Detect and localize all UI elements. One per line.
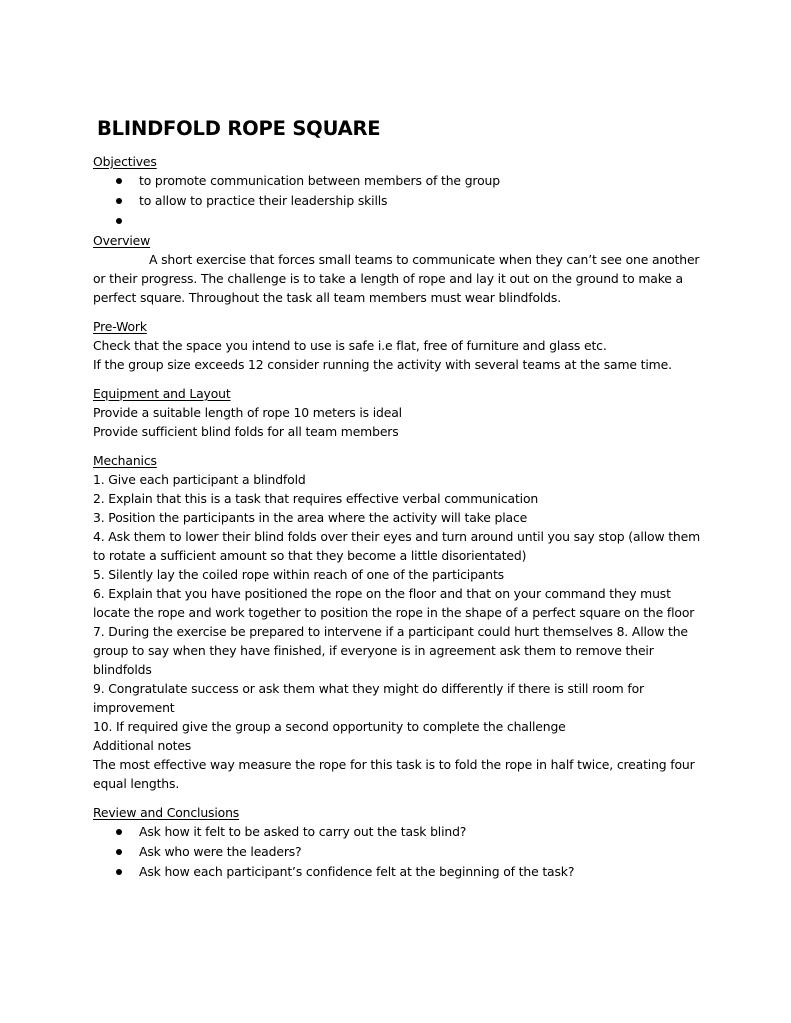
objectives-list bbox=[93, 171, 703, 231]
prework-line: If the group size exceeds 12 consider running the activity with several teams at the same time. bbox=[93, 357, 672, 372]
equipment-line: Provide a suitable length of rope 10 meters is ideal bbox=[93, 405, 402, 420]
additional-notes-text: The most effective way measure the rope for this task is to fold the rope in half twice, creating four equal lengths. bbox=[93, 757, 695, 791]
prework-heading: Pre-Work bbox=[93, 319, 147, 334]
objectives-item bbox=[93, 211, 703, 231]
equipment-line: Provide sufficient blind folds for all team members bbox=[93, 424, 399, 439]
review-section bbox=[93, 803, 703, 882]
mechanics-step: 1. Give each participant a blindfold bbox=[93, 472, 306, 487]
mechanics-step: 5. Silently lay the coiled rope within reach of one of the participants bbox=[93, 567, 504, 582]
objectives-item: to allow to practice their leadership skills bbox=[93, 191, 703, 211]
mechanics-step: 6. Explain that you have positioned the rope on the floor and that on your command they must locate the rope and work together to position the rope in the shape of a perfect square on the floor bbox=[93, 586, 695, 620]
prework-line: Check that the space you intend to use is safe i.e flat, free of furniture and glass etc. bbox=[93, 338, 607, 353]
overview-section bbox=[93, 231, 703, 307]
review-item: Ask how each participant’s confidence felt at the beginning of the task? bbox=[93, 862, 703, 882]
equipment-heading: Equipment and Layout bbox=[93, 386, 231, 401]
objectives-heading: Objectives bbox=[93, 154, 157, 169]
objectives-item: to promote communication between members of the group bbox=[93, 171, 703, 191]
document-title: BLINDFOLD ROPE SQUARE bbox=[97, 117, 381, 140]
review-item: Ask who were the leaders? bbox=[93, 842, 703, 862]
mechanics-step: 2. Explain that this is a task that requires effective verbal communication bbox=[93, 491, 539, 506]
review-list bbox=[93, 822, 703, 882]
mechanics-step: 9. Congratulate success or ask them what they might do differently if there is still room for improvement bbox=[93, 681, 644, 715]
mechanics-step: 10. If required give the group a second opportunity to complete the challenge bbox=[93, 719, 566, 734]
prework-section bbox=[93, 317, 703, 374]
mechanics-step: 4. Ask them to lower their blind folds over their eyes and turn around until you say stop (allow them to rotate a sufficient amount so that they become a little disorientated) bbox=[93, 529, 701, 563]
mechanics-section bbox=[93, 451, 703, 793]
mechanics-heading: Mechanics bbox=[93, 453, 157, 468]
overview-heading: Overview bbox=[93, 233, 151, 248]
equipment-section bbox=[93, 384, 703, 441]
document-page bbox=[93, 116, 703, 892]
objectives-section bbox=[93, 152, 703, 231]
review-item: Ask how it felt to be asked to carry out the task blind? bbox=[93, 822, 703, 842]
review-heading: Review and Conclusions bbox=[93, 805, 240, 820]
overview-text: A short exercise that forces small teams to communicate when they can’t see one another or their progress. The challenge is to take a length of rope and lay it out on the ground to make a perfect square. Throughout the task all team members must wear blindfolds. bbox=[93, 252, 700, 305]
additional-notes-heading: Additional notes bbox=[93, 738, 192, 753]
mechanics-step: 3. Position the participants in the area where the activity will take place bbox=[93, 510, 528, 525]
mechanics-step: 7. During the exercise be prepared to intervene if a participant could hurt themselves 8. Allow the group to say when they have finished, if everyone is in agreement ask them to remove their blindfolds bbox=[93, 624, 688, 677]
